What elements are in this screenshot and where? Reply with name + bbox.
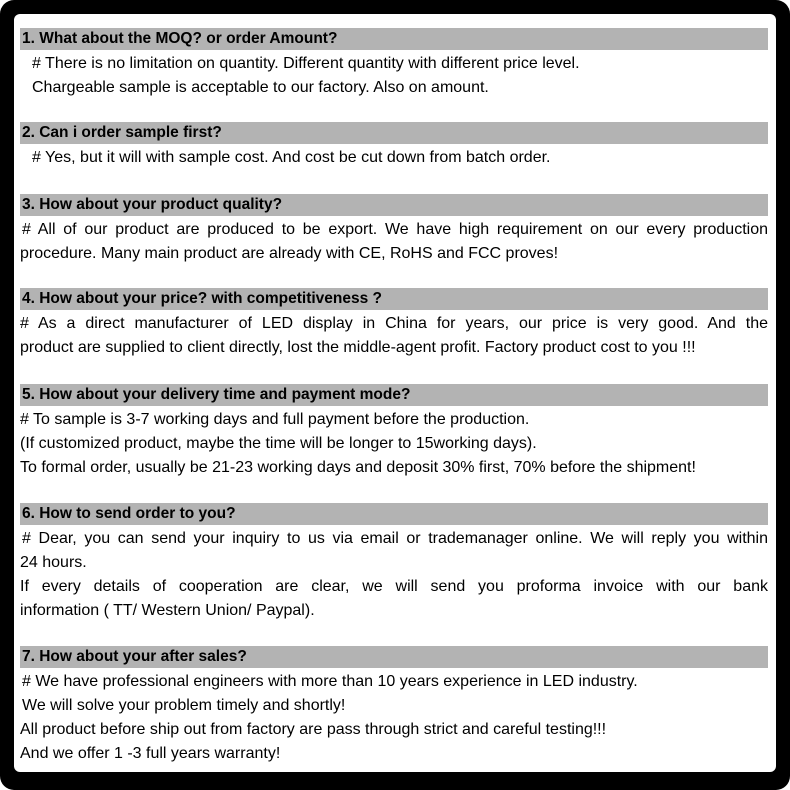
faq-answer-line: # We have professional engineers with more than 10 years experience in LED industry. (22, 673, 638, 690)
faq-answer-line: information ( TT/ Western Union/ Paypal). (20, 602, 315, 619)
faq-question-1: 1. What about the MOQ? or order Amount? (20, 28, 768, 50)
faq-section-3 (20, 194, 768, 266)
faq-answer-1 (20, 52, 768, 100)
faq-answer-line: procedure. Many main product are already with CE, RoHS and FCC proves! (20, 245, 559, 262)
faq-section-2 (20, 122, 768, 170)
faq-answer-4 (20, 312, 768, 360)
faq-answer-line: # To sample is 3-7 working days and full payment before the production. (20, 411, 530, 428)
faq-question-5: 5. How about your delivery time and payment mode? (20, 384, 768, 406)
faq-section-6 (20, 503, 768, 623)
faq-answer-line: All product before ship out from factory are pass through strict and careful testing!!! (20, 721, 607, 738)
faq-answer-line: # As a direct manufacturer of LED display in China for years, our price is very good. And the (20, 315, 768, 332)
faq-section-5 (20, 384, 768, 480)
faq-section-4 (20, 288, 768, 360)
faq-answer-line: product are supplied to client directly, lost the middle-agent profit. Factory product cost to you !!! (20, 339, 696, 356)
faq-answer-line: We will solve your problem timely and shortly! (22, 697, 346, 714)
faq-sheet (14, 14, 776, 772)
faq-answer-line: (If customized product, maybe the time will be longer to 15working days). (20, 435, 537, 452)
faq-question-3: 3. How about your product quality? (20, 194, 768, 216)
faq-answer-5 (20, 408, 768, 480)
faq-answer-line: # There is no limitation on quantity. Different quantity with different price level. (32, 55, 580, 72)
faq-answer-2 (20, 146, 768, 170)
faq-answer-line: And we offer 1 -3 full years warranty! (20, 745, 281, 762)
faq-answer-7 (20, 670, 768, 766)
faq-question-2: 2. Can i order sample first? (20, 122, 768, 144)
faq-answer-line: # Yes, but it will with sample cost. And cost be cut down from batch order. (32, 149, 551, 166)
faq-question-4: 4. How about your price? with competitiveness ? (20, 288, 768, 310)
faq-answer-line: 24 hours. (20, 554, 87, 571)
faq-answer-3 (20, 218, 768, 266)
faq-section-1 (20, 28, 768, 100)
faq-answer-line: # Dear, you can send your inquiry to us via email or trademanager online. We will reply you within (22, 530, 768, 547)
faq-answer-line: To formal order, usually be 21-23 working days and deposit 30% first, 70% before the shipment! (20, 459, 696, 476)
faq-section-7 (20, 646, 768, 766)
faq-answer-line: Chargeable sample is acceptable to our factory. Also on amount. (32, 79, 489, 96)
faq-answer-line: # All of our product are produced to be export. We have high requirement on our every production (22, 221, 768, 238)
faq-answer-6 (20, 527, 768, 623)
faq-answer-line: If every details of cooperation are clear, we will send you proforma invoice with our bank (20, 578, 768, 595)
faq-question-7: 7. How about your after sales? (20, 646, 768, 668)
faq-question-6: 6. How to send order to you? (20, 503, 768, 525)
